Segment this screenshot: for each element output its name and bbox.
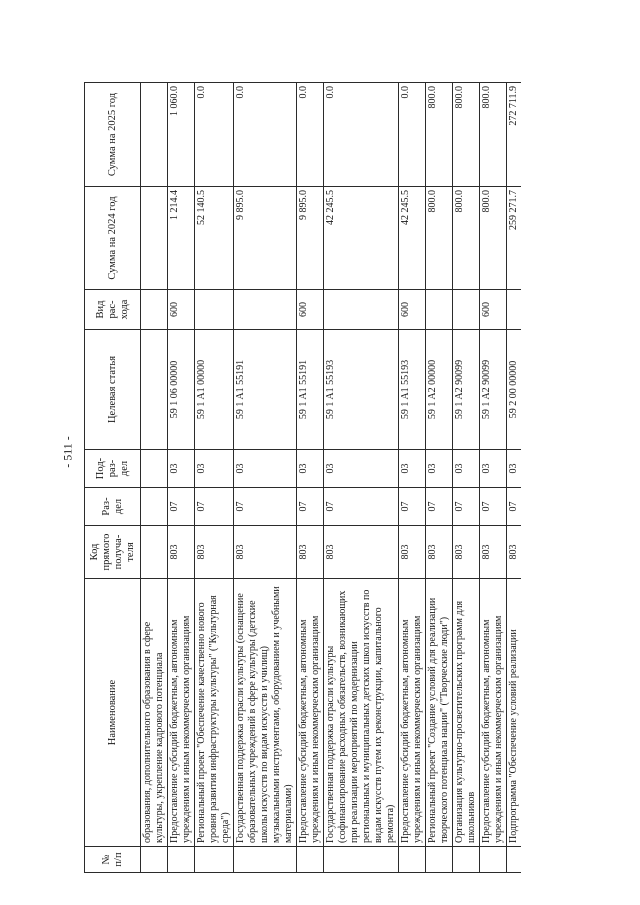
header-num: № п/п (85, 847, 141, 873)
cell-expense-type (426, 290, 453, 330)
header-name: Наименование (85, 579, 141, 847)
cell-num (168, 847, 195, 873)
cell-code: 803 (297, 526, 324, 579)
cell-num (141, 847, 168, 873)
cell-sum-2025: 0.0 (324, 83, 399, 187)
rotated-page-content (84, 83, 560, 873)
cell-num (507, 847, 522, 873)
cell-target-article: 59 2 00 00000 (507, 330, 522, 450)
table-row (234, 83, 297, 873)
cell-sum-2025: 0.0 (297, 83, 324, 187)
cell-expense-type (234, 290, 297, 330)
cell-target-article (141, 330, 168, 450)
cell-razdel: 07 (507, 488, 522, 526)
cell-podrazdel: 03 (234, 450, 297, 488)
cell-code: 803 (399, 526, 426, 579)
cell-code (141, 526, 168, 579)
cell-name: Государственная поддержка отрасли культуры (софинансирование расходных обязательств, возникающих при реализации мероприятий по модернизации региональных и муниципальных детских школ искусств по видам искусств путем их реконструкции, капитального ремонта) (324, 579, 399, 847)
cell-code: 803 (324, 526, 399, 579)
cell-sum-2025: 272 711.9 (507, 83, 522, 187)
cell-sum-2025: 0.0 (399, 83, 426, 187)
cell-razdel: 07 (453, 488, 480, 526)
cell-name: Предоставление субсидий бюджетным, автономным учреждениям и иным некоммерческим организациям (297, 579, 324, 847)
cell-sum-2025: 800.0 (453, 83, 480, 187)
cell-podrazdel: 03 (297, 450, 324, 488)
cell-num (234, 847, 297, 873)
cell-name: Предоставление субсидий бюджетным, автономным учреждениям и иным некоммерческим организациям (480, 579, 507, 847)
cell-sum-2025: 0.0 (234, 83, 297, 187)
cell-code: 803 (234, 526, 297, 579)
table-row (324, 83, 399, 873)
cell-num (399, 847, 426, 873)
cell-code: 803 (195, 526, 234, 579)
cell-razdel: 07 (234, 488, 297, 526)
cell-sum-2024: 52 140.5 (195, 187, 234, 290)
budget-table (84, 82, 521, 873)
cell-sum-2024: 800.0 (453, 187, 480, 290)
table-row (195, 83, 234, 873)
cell-name: Региональный проект "Создание условий для реализации творческого потенциала нации" ("Творческие люди") (426, 579, 453, 847)
cell-podrazdel: 03 (195, 450, 234, 488)
cell-name: образования, дополнительного образования в сфере культуры, укрепление кадрового потенциала (141, 579, 168, 847)
cell-sum-2025: 0.0 (195, 83, 234, 187)
cell-razdel: 07 (399, 488, 426, 526)
page-number (60, 432, 76, 472)
cell-sum-2024 (141, 187, 168, 290)
cell-num (195, 847, 234, 873)
cell-razdel: 07 (324, 488, 399, 526)
header-podrazdel: Под-раз-дел (85, 450, 141, 488)
cell-name: Организация культурно-просветительских программ для школьников (453, 579, 480, 847)
table-header-row (85, 83, 141, 873)
table-row (297, 83, 324, 873)
cell-expense-type: 600 (399, 290, 426, 330)
cell-target-article: 59 1 A1 00000 (195, 330, 234, 450)
cell-sum-2024: 42 245.5 (324, 187, 399, 290)
cell-sum-2025: 800.0 (426, 83, 453, 187)
cell-sum-2025 (141, 83, 168, 187)
cell-sum-2024: 9 895.0 (234, 187, 297, 290)
cell-code: 803 (453, 526, 480, 579)
cell-podrazdel (141, 450, 168, 488)
cell-sum-2024: 800.0 (426, 187, 453, 290)
header-target-article: Целевая статья (85, 330, 141, 450)
cell-expense-type (195, 290, 234, 330)
cell-target-article: 59 1 A1 55191 (297, 330, 324, 450)
cell-sum-2025: 1 060.0 (168, 83, 195, 187)
cell-sum-2024: 1 214.4 (168, 187, 195, 290)
cell-code: 803 (480, 526, 507, 579)
cell-code: 803 (168, 526, 195, 579)
cell-sum-2024: 42 245.5 (399, 187, 426, 290)
cell-target-article: 59 1 A1 55193 (399, 330, 426, 450)
table-row (453, 83, 480, 873)
cell-expense-type (453, 290, 480, 330)
header-expense-type: Вид рас-хода (85, 290, 141, 330)
cell-sum-2024: 259 271.7 (507, 187, 522, 290)
table-row (141, 83, 168, 873)
cell-name: Подпрограмма "Обеспечение условий реализации (507, 579, 522, 847)
cell-razdel: 07 (297, 488, 324, 526)
cell-expense-type (507, 290, 522, 330)
cell-podrazdel: 03 (480, 450, 507, 488)
cell-num (426, 847, 453, 873)
cell-expense-type: 600 (168, 290, 195, 330)
cell-target-article: 59 1 A1 55193 (324, 330, 399, 450)
cell-code: 803 (426, 526, 453, 579)
cell-expense-type (141, 290, 168, 330)
cell-num (453, 847, 480, 873)
cell-sum-2024: 800.0 (480, 187, 507, 290)
cell-razdel: 07 (426, 488, 453, 526)
cell-sum-2025: 800.0 (480, 83, 507, 187)
table-row (399, 83, 426, 873)
cell-razdel: 07 (168, 488, 195, 526)
cell-razdel: 07 (480, 488, 507, 526)
cell-target-article: 59 1 A1 55191 (234, 330, 297, 450)
table-row (507, 83, 522, 873)
cell-podrazdel: 03 (168, 450, 195, 488)
cell-num (480, 847, 507, 873)
page-number-text: - 511 - (60, 436, 75, 468)
cell-razdel (141, 488, 168, 526)
cell-podrazdel: 03 (399, 450, 426, 488)
table-row (168, 83, 195, 873)
cell-name: Государственная поддержка отрасли культуры (оснащение образовательных учреждений в сфере культуры (детские школы искусств по видам искусств и училищ) музыкальными инструментами, оборудованием и учебными материалами) (234, 579, 297, 847)
cell-razdel: 07 (195, 488, 234, 526)
cell-target-article: 59 1 06 00000 (168, 330, 195, 450)
cell-name: Предоставление субсидий бюджетным, автономным учреждениям и иным некоммерческим организациям (168, 579, 195, 847)
table-row (480, 83, 507, 873)
cell-podrazdel: 03 (453, 450, 480, 488)
cell-podrazdel: 03 (324, 450, 399, 488)
table-row (426, 83, 453, 873)
cell-num (297, 847, 324, 873)
cell-code: 803 (507, 526, 522, 579)
cell-podrazdel: 03 (507, 450, 522, 488)
header-recipient-code: Код прямого получа-теля (85, 526, 141, 579)
header-sum-2024: Сумма на 2024 год (85, 187, 141, 290)
header-razdel: Раз-дел (85, 488, 141, 526)
cell-name: Региональный проект "Обеспечение качественно нового уровня развития инфраструктуры культуры" ("Культурная среда") (195, 579, 234, 847)
header-sum-2025: Сумма на 2025 год (85, 83, 141, 187)
cell-podrazdel: 03 (426, 450, 453, 488)
cell-target-article: 59 1 A2 90099 (480, 330, 507, 450)
cell-expense-type (324, 290, 399, 330)
cell-expense-type: 600 (297, 290, 324, 330)
cell-num (324, 847, 399, 873)
cell-expense-type: 600 (480, 290, 507, 330)
cell-target-article: 59 1 A2 90099 (453, 330, 480, 450)
cell-target-article: 59 1 A2 00000 (426, 330, 453, 450)
cell-name: Предоставление субсидий бюджетным, автономным учреждениям и иным некоммерческим организациям (399, 579, 426, 847)
cell-sum-2024: 9 895.0 (297, 187, 324, 290)
